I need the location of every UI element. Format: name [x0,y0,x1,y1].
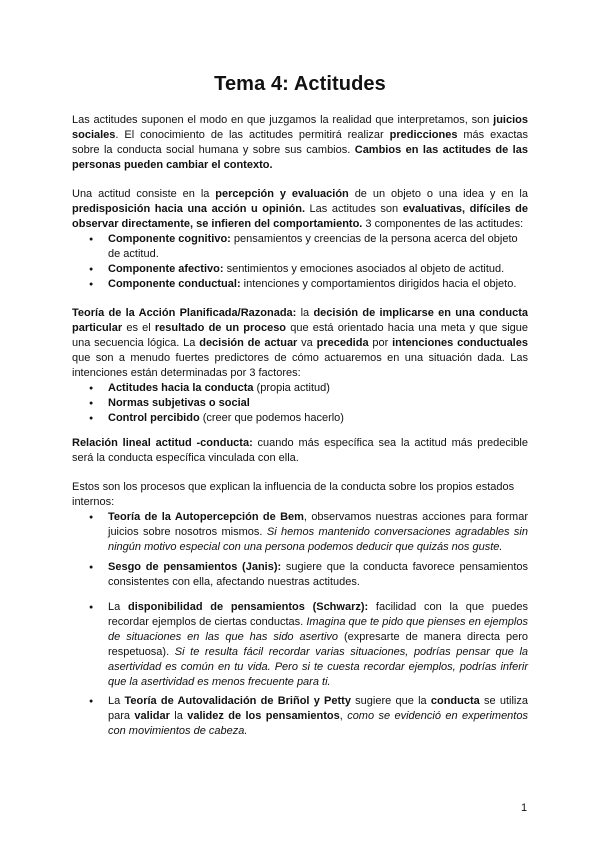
page-title: Tema 4: Actitudes [214,73,386,95]
paragraph-linear-relation: Relación lineal actitud -conducta: cuando más específica sea la actitud más predecible será la conducta específica vinculada con ella. [72,437,528,464]
list-item: ● Normas subjetivas o social [72,396,528,411]
processes-list-2 [72,560,528,590]
list-item: ● La Teoría de Autovalidación de Briñol y Petty sugiere que la conducta se utiliza para validar la validez de los pensamientos, como se evidenció en experimentos con movimientos de cabeza. [72,694,528,739]
list-item: ● La disponibilidad de pensamientos (Schwarz): facilidad con la que puedes recordar ejemplos de ciertas conductas. Imagina que te pido que pienses en ejemplos de situaciones en las que has sido asertivo (expresarte de manera directa pero respetuosa). Si te resulta fácil recordar varias situaciones, podrías pensar que la asertividad es común en tu vida. Pero si te cuesta recordar ejemplos, podrías inferir que la asertividad es menos frecuente para ti. [72,600,528,690]
processes-list-3 [72,600,528,690]
list-item: ● Componente afectivo: sentimientos y emociones asociados al objeto de actitud. [72,262,528,277]
list-item: ● Componente cognitivo: pensamientos y creencias de la persona acerca del objeto de actitud. [72,232,528,262]
factors-list [72,381,528,426]
processes-list-4 [72,694,528,739]
list-item: ● Control percibido (creer que podemos hacerlo) [72,411,528,426]
list-item: ● Componente conductual: intenciones y comportamientos dirigidos hacia el objeto. [72,277,528,292]
paragraph-definition: Una actitud consiste en la percepción y evaluación de un objeto o una idea y en la predisposición hacia una acción u opinión. Las actitudes son evaluativas, difíciles de observar directamente, se infieren del comportamiento. 3 componentes de las actitudes: ● Componente cognitivo: pensamientos y creencias de la persona acerca del objeto de actitud. ● Componente afectivo: sentimientos y emociones asociados al objeto de actitud. ● Componente conductual: intenciones y comportamientos dirigidos hacia el objeto. [72,187,528,292]
processes-list [72,510,528,555]
components-list [72,232,528,292]
list-item: ● Actitudes hacia la conducta (propia actitud) [72,381,528,396]
list-item: ● Teoría de la Autopercepción de Bem, observamos nuestras acciones para formar juicios sobre nosotros mismos. Si hemos mantenido conversaciones agradables sin ningún motivo especial con una persona podemos deducir que quizás nos guste. [72,510,528,555]
page-number: 1 [521,802,528,814]
paragraph-processes-intro: Estos son los procesos que explican la influencia de la conducta sobre los propios estados internos: [72,481,515,508]
list-item: ● Sesgo de pensamientos (Janis): sugiere que la conducta favorece pensamientos consistentes con ella, afectando nuestras actitudes. [72,560,528,590]
paragraph-planned-action: Teoría de la Acción Planificada/Razonada: la decisión de implicarse en una conducta particular es el resultado de un proceso que está orientado hacia una meta y que sigue una secuencia lógica. La decisión de actuar va precedida por intenciones conductuales que son a menudo fuertes predictores de cómo actuaremos en una situación dada. Las intenciones están determinadas por 3 factores: ● Actitudes hacia la conducta (propia actitud) ● Normas subjetivas o social ● Control percibido (creer que podemos hacerlo) [72,306,528,426]
paragraph-intro: Las actitudes suponen el modo en que juzgamos la realidad que interpretamos, son juicios sociales. El conocimiento de las actitudes permitirá realizar predicciones más exactas sobre la conducta social humana y sobre sus cambios. Cambios en las actitudes de las personas pueden cambiar el contexto. [72,114,528,171]
